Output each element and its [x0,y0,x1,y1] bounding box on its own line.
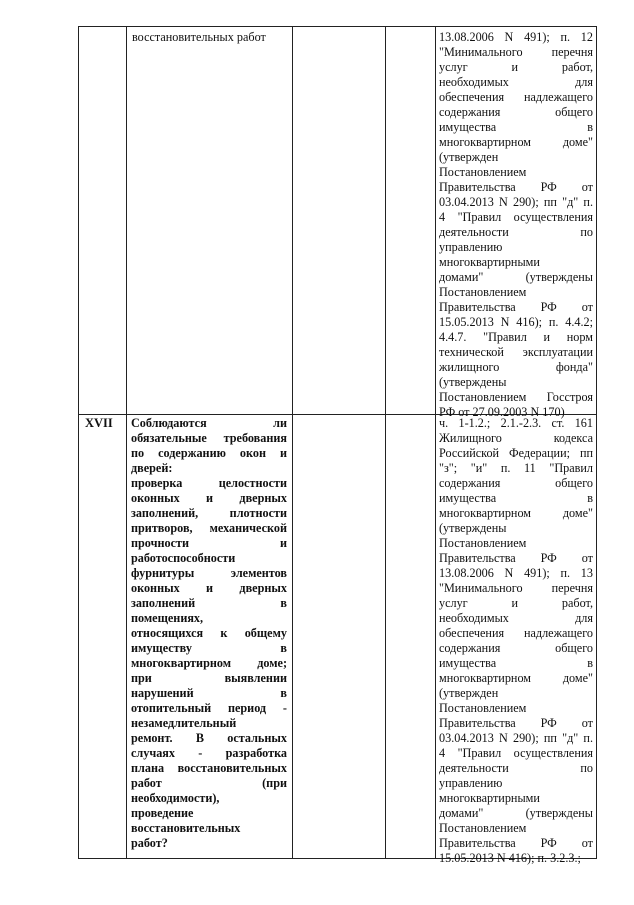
text-line: незамедлительный [131,716,237,730]
text-line: Постановлением [439,821,527,835]
text-line: ч. 1-1.2.; 2.1.-2.3. ст. 161 [439,416,593,430]
text-line: содержания общего [439,105,593,119]
text-line: имущества в [439,656,593,670]
column-divider [435,27,436,858]
text-line: Правительства РФ от [439,836,593,850]
text-line: "Минимального перечня [439,45,593,59]
text-line: помещениях, [131,611,204,625]
row-number: XVII [85,416,113,430]
text-line: проверка целостности [131,476,287,490]
text-line: РФ от 27.09.2003 N 170) [439,405,565,419]
text-line: 13.08.2006 N 491); п. 12 [439,30,593,44]
text-line: содержания общего [439,476,593,490]
text-line: содержания общего [439,641,593,655]
text-line: (утверждены [439,375,507,389]
question-text [131,416,287,851]
text-line: многоквартирными [439,255,540,269]
text-line: необходимости), [131,791,220,805]
text-line: Постановлением [439,165,527,179]
text-line: Постановлением [439,701,527,715]
text-line: нарушений в [131,686,287,700]
text-line: управлению [439,240,503,254]
text-line: при выявлении [131,671,287,685]
prev-item-text [132,30,287,45]
text-line: 4.4.7. "Правил и норм [439,330,593,344]
text-line: работ (при [131,776,287,790]
text-line: восстановительных [131,821,241,835]
text-line: Правительства РФ от [439,551,593,565]
text-line: 15.05.2013 N 416); п. 3.2.3.; [439,851,581,865]
text-line: "з"; "и" п. 11 "Правил [439,461,593,475]
text-line: деятельности по [439,225,593,239]
text-line: оконных и дверных [131,491,287,505]
text-line: деятельности по [439,761,593,775]
text-line: заполнений в [131,596,287,610]
text-line: оконных и дверных [131,581,287,595]
text-line: необходимых для [439,75,593,89]
text-line: 15.05.2013 N 416); п. 4.4.2; [439,315,593,329]
text-line: многоквартирном доме" [439,135,593,149]
text-line: домами" (утверждены [439,806,593,820]
text-line: Правительства РФ от [439,300,593,314]
text-line: имущества в [439,491,593,505]
text-line: Российской Федерации; пп [439,446,593,460]
text-line: заполнений, плотности [131,506,287,520]
text-line: услуг и работ, [439,596,593,610]
text-line: по содержанию окон и [131,446,287,460]
text-line: Правительства РФ от [439,180,593,194]
text-line: восстановительных работ [132,30,266,44]
text-line: относящихся к общему [131,626,287,640]
text-line: обеспечения надлежащего [439,626,593,640]
text-line: фурнитуры элементов [131,566,287,580]
text-line: Постановлением [439,285,527,299]
column-divider [126,27,127,858]
requirements-table [78,26,597,865]
text-line: услуг и работ, [439,60,593,74]
text-line: 03.04.2013 N 290); пп "д" п. [439,731,593,745]
text-line: дверей: [131,461,173,475]
text-line: прочности и [131,536,287,550]
text-line: Постановлением [439,536,527,550]
text-line: (утвержден [439,150,499,164]
text-line: 13.08.2006 N 491); п. 13 [439,566,593,580]
text-line: обеспечения надлежащего [439,90,593,104]
text-line: многоквартирными [439,791,540,805]
text-line: технической эксплуатации [439,345,593,359]
text-line: необходимых для [439,611,593,625]
text-line: имуществу в [131,641,287,655]
text-line: многоквартирном доме; [131,656,287,670]
text-line: многоквартирном доме" [439,506,593,520]
text-line: плана восстановительных [131,761,287,775]
text-line: отопительный период - [131,701,287,715]
text-line: проведение [131,806,194,820]
text-line: многоквартирном доме" [439,671,593,685]
text-line: работоспособности [131,551,236,565]
text-line: Жилищного кодекса [439,431,593,445]
column-divider [385,27,386,858]
text-line: работ? [131,836,168,850]
text-line: ремонт. В остальных [131,731,287,745]
text-line: (утверждены [439,521,507,535]
text-line: притворов, механической [131,521,287,535]
text-line: жилищного фонда" [439,360,593,374]
text-line: имущества в [439,120,593,134]
text-line: 4 "Правил осуществления [439,746,593,760]
text-line: обязательные требования [131,431,287,445]
column-divider [292,27,293,858]
text-line: домами" (утверждены [439,270,593,284]
text-line: управлению [439,776,503,790]
text-line: случаях - разработка [131,746,287,760]
text-line: "Минимального перечня [439,581,593,595]
reference-text [439,416,593,866]
text-line: 4 "Правил осуществления [439,210,593,224]
text-line: 03.04.2013 N 290); пп "д" п. [439,195,593,209]
text-line: Соблюдаются ли [131,416,287,430]
text-line: Правительства РФ от [439,716,593,730]
prev-reference-text [439,30,593,420]
text-line: Постановлением Госстроя [439,390,593,404]
text-line: (утвержден [439,686,499,700]
